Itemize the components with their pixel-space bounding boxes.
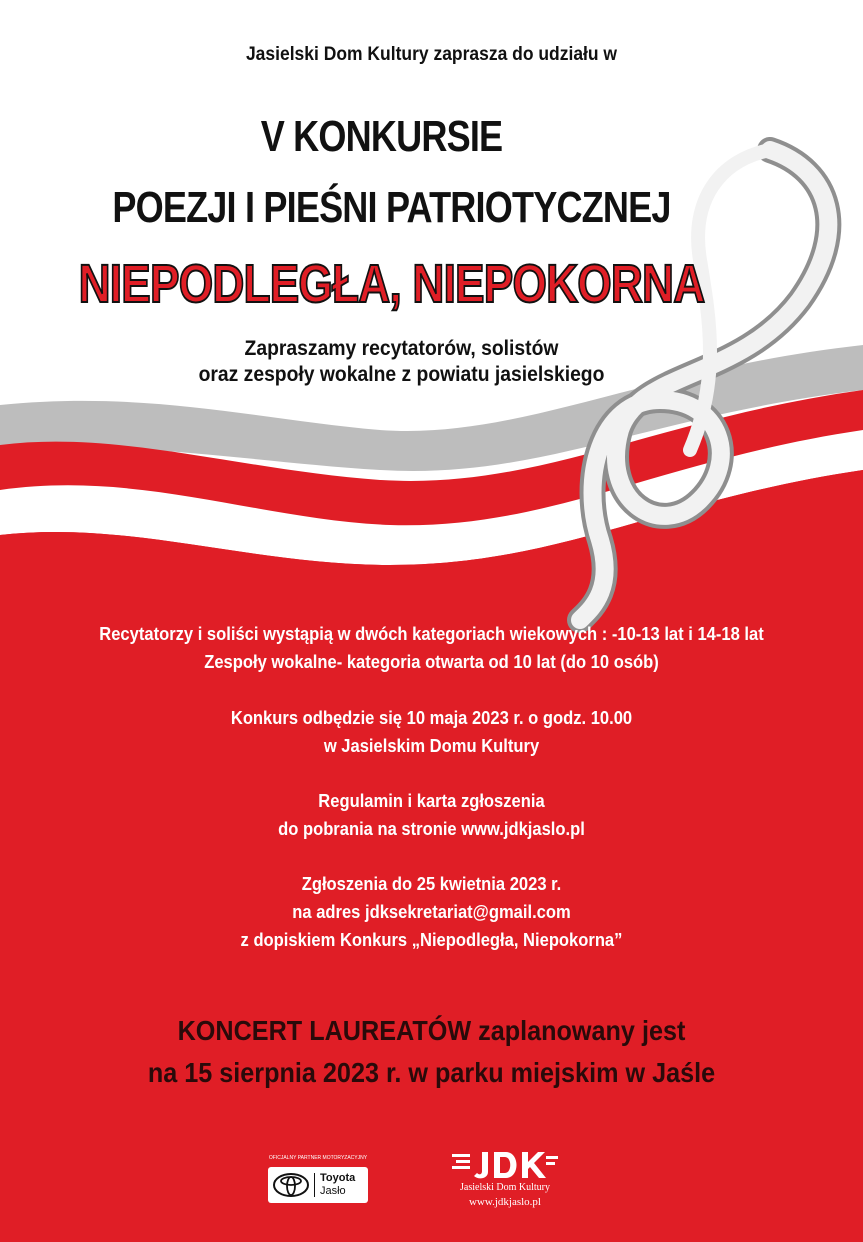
categories-line-1: Recytatorzy i soliści wystąpią w dwóch kategoriach wiekowych : -10-13 lat i 14-18 lat: [99, 624, 764, 644]
toyota-badge: [268, 1167, 368, 1203]
jdk-mark-icon: [450, 1148, 560, 1182]
application-block: [35, 870, 829, 954]
title-line-1: V KONKURSIE: [260, 112, 503, 161]
toyota-logo: [262, 1155, 374, 1211]
date-line-1: Konkurs odbędzie się 10 maja 2023 r. o godz. 10.00: [230, 708, 633, 728]
subheading-line-2: oraz zespoły wokalne z powiatu jasielskiego: [198, 363, 605, 386]
concert-highlight: KONCERT LAUREATÓW: [177, 1015, 472, 1046]
categories-block: [35, 620, 829, 676]
concert-line-1-rest: zaplanowany jest: [471, 1015, 686, 1046]
date-line-2: w Jasielskim Domu Kultury: [323, 736, 540, 756]
rules-block: [35, 787, 829, 843]
toyota-separator: [314, 1173, 315, 1197]
invitation-text: Jasielski Dom Kultury zaprasza do udziału w: [245, 44, 618, 65]
application-line-3: z dopiskiem Konkurs „Niepodległa, Niepokorna”: [240, 930, 623, 950]
application-line-1: Zgłoszenia do 25 kwietnia 2023 r.: [301, 874, 562, 894]
application-line-2: na adres jdksekretariat@gmail.com: [292, 902, 571, 922]
toyota-brand: Toyota: [320, 1172, 356, 1184]
jdk-url[interactable]: www.jdkjaslo.pl: [468, 1196, 541, 1208]
title-line-2: POEZJI I PIEŚNI PATRIOTYCZNEJ: [112, 183, 671, 232]
sponsor-caption: OFICJALNY PARTNER MOTORYZACYJNY: [268, 1155, 368, 1161]
toyota-emblem-icon: [272, 1173, 310, 1197]
categories-line-2: Zespoły wokalne- kategoria otwarta od 10 lat (do 10 osób): [204, 652, 659, 672]
subheading-line-1: Zapraszamy recytatorów, solistów: [244, 337, 559, 360]
concert-line-2: na 15 sierpnia 2023 r. w parku miejskim w Jaśle: [147, 1057, 716, 1088]
concert-line-1: [43, 1010, 820, 1052]
toyota-city: Jasło: [320, 1185, 346, 1197]
rules-line-2: do pobrania na stronie www.jdkjaslo.pl: [278, 819, 585, 839]
title-line-3: NIEPODLEGŁA, NIEPOKORNA: [78, 254, 705, 314]
subheading: [5, 336, 799, 388]
date-block: [35, 704, 829, 760]
rules-line-1: Regulamin i karta zgłoszenia: [318, 791, 545, 811]
jdk-name: Jasielski Dom Kultury: [460, 1182, 550, 1193]
concert-block: [43, 1010, 820, 1094]
jdk-logo: [440, 1148, 570, 1218]
